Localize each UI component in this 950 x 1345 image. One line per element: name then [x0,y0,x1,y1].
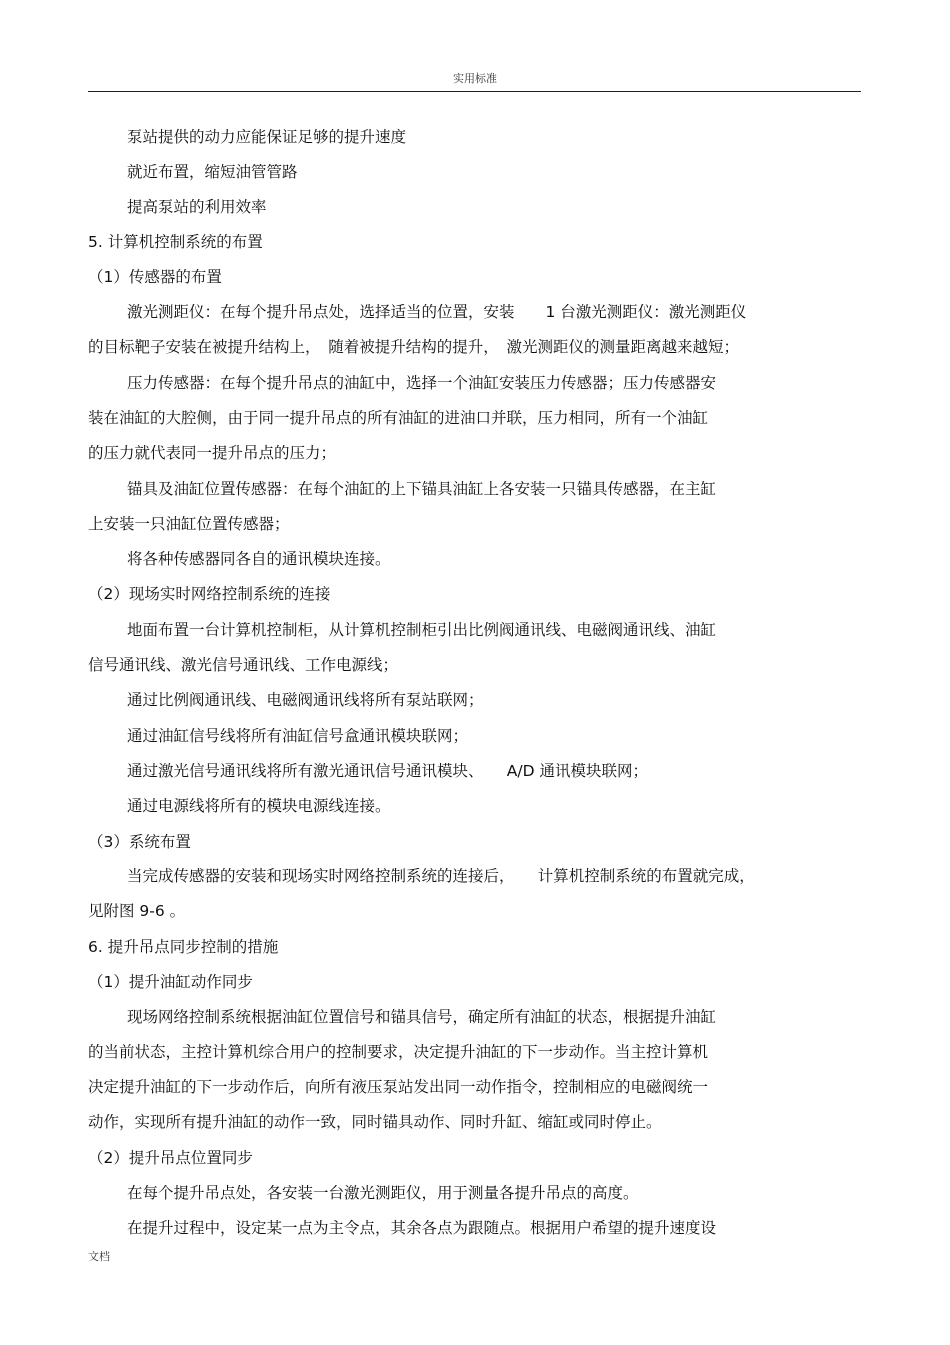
text-line: 通过油缸信号线将所有油缸信号盒通讯模块联网； [127,727,469,745]
subsection-heading: （1）提升油缸动作同步 [88,973,253,991]
text-line: 将各种传感器同各自的通讯模块连接。 [127,550,391,568]
text-line: 信号通讯线、激光信号通讯线、工作电源线； [88,656,399,674]
text-line: 地面布置一台计算机控制柜，从计算机控制柜引出比例阀通讯线、电磁阀通讯线、油缸 [127,621,717,639]
text-line: 在每个提升吊点处，各安装一台激光测距仪，用于测量各提升吊点的高度。 [127,1184,639,1202]
text-line: 现场网络控制系统根据油缸位置信号和锚具信号，确定所有油缸的状态，根据提升油缸 [127,1008,717,1026]
page-header: 实用标准 [453,72,497,85]
text-line: 泵站提供的动力应能保证足够的提升速度 [127,128,407,146]
text-line: 上安装一只油缸位置传感器； [88,515,290,533]
text-line: 当完成传感器的安装和现场实时网络控制系统的连接后， 计算机控制系统的布置就完成， [127,867,755,885]
subsection-heading: （2）提升吊点位置同步 [88,1149,253,1167]
text-line: 通过比例阀通讯线、电磁阀通讯线将所有泵站联网； [127,691,484,709]
text-line: 通过激光信号通讯线将所有激光通讯信号通讯模块、 A/D 通讯模块联网； [127,762,648,780]
text-line: 通过电源线将所有的模块电源线连接。 [127,797,391,815]
text-line: 见附图 9-6 。 [88,902,186,920]
text-line: 压力传感器：在每个提升吊点的油缸中，选择一个油缸安装压力传感器；压力传感器安 [127,374,717,392]
text-line: 动作，实现所有提升油缸的动作一致，同时锚具动作、同时升缸、缩缸或同时停止。 [88,1113,662,1131]
text-line: 的当前状态，主控计算机综合用户的控制要求，决定提升油缸的下一步动作。当主控计算机 [88,1043,709,1061]
subsection-heading: （1）传感器的布置 [88,268,222,286]
subsection-heading: （2）现场实时网络控制系统的连接 [88,585,331,603]
text-line: 激光测距仪：在每个提升吊点处，选择适当的位置，安装 1 台激光测距仪：激光测距仪 [127,303,747,321]
page-footer: 文档 [88,1250,110,1263]
section-heading: 5. 计算机控制系统的布置 [88,233,263,251]
text-line: 装在油缸的大腔侧，由于同一提升吊点的所有油缸的进油口并联，压力相同，所有一个油缸 [88,409,709,427]
text-line: 的目标靶子安装在被提升结构上， 随着被提升结构的提升， 激光测距仪的测量距离越来越短； [88,338,740,356]
section-heading: 6. 提升吊点同步控制的措施 [88,938,279,956]
text-line: 决定提升油缸的下一步动作后，向所有液压泵站发出同一动作指令，控制相应的电磁阀统一 [88,1078,709,1096]
text-line: 在提升过程中，设定某一点为主令点，其余各点为跟随点。根据用户希望的提升速度设 [127,1219,717,1237]
header-divider [88,91,861,92]
subsection-heading: （3）系统布置 [88,833,191,851]
text-line: 的压力就代表同一提升吊点的压力； [88,444,337,462]
text-line: 提高泵站的利用效率 [127,198,267,216]
text-line: 锚具及油缸位置传感器：在每个油缸的上下锚具油缸上各安装一只锚具传感器，在主缸 [127,480,717,498]
text-line: 就近布置，缩短油管管路 [127,163,298,181]
